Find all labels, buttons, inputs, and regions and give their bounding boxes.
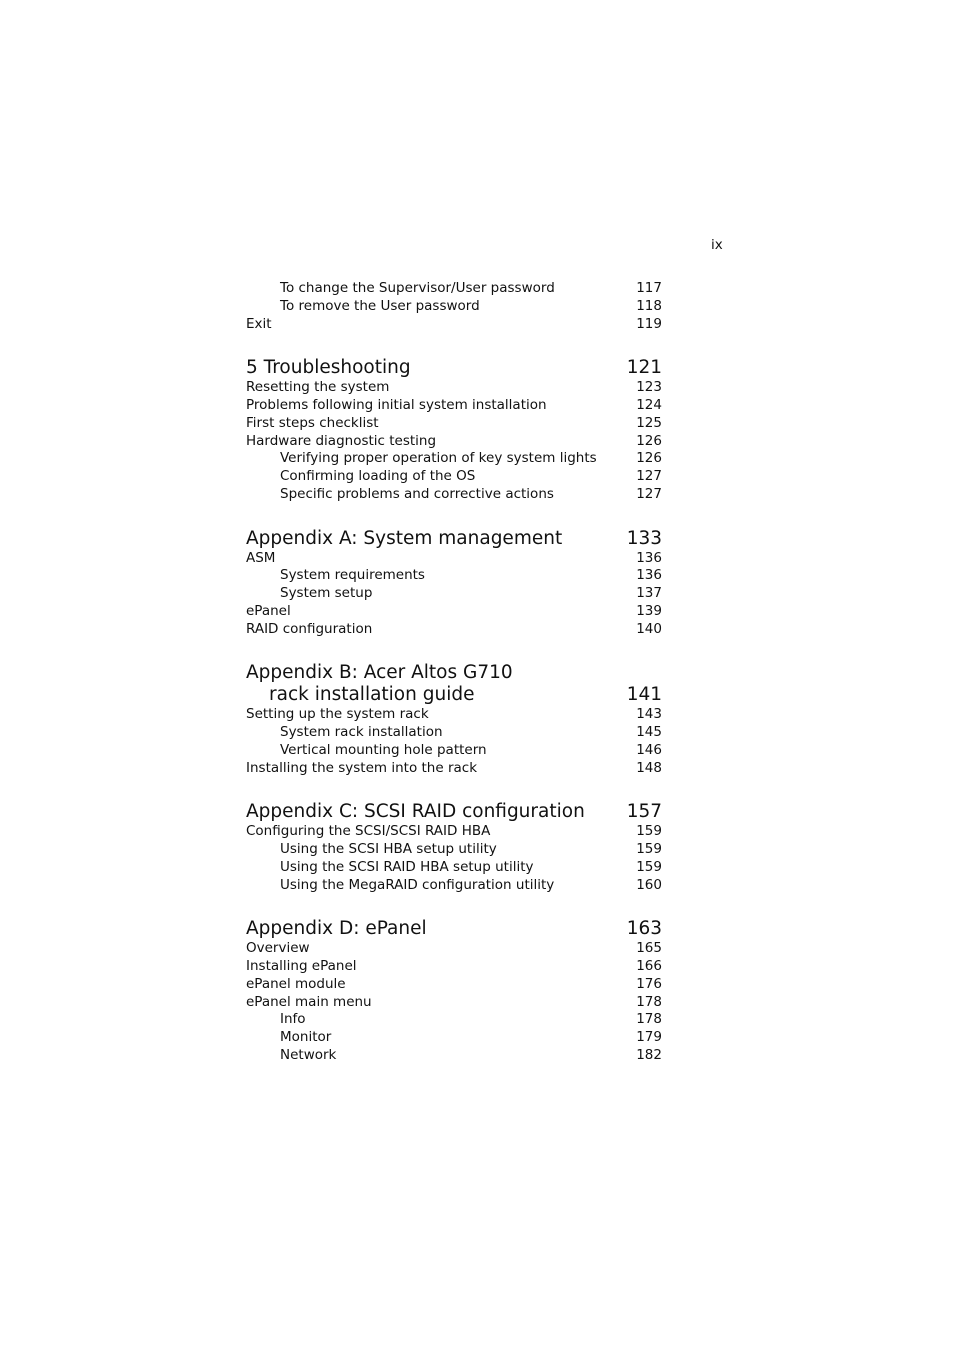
toc-entry-page: 119 [636, 315, 662, 332]
toc-entry-page: 148 [636, 759, 662, 776]
toc-entry[interactable] [246, 1029, 662, 1047]
toc-entry-page: 159 [636, 858, 662, 875]
toc-entry-label: Info [280, 1011, 306, 1028]
toc-entry-page: 159 [636, 823, 662, 840]
toc-entry-label: Setting up the system rack [246, 706, 429, 723]
toc-entry-label: Problems following initial system installation [246, 397, 547, 413]
toc-entry[interactable] [246, 603, 662, 621]
toc-entry-label: First steps checklist [246, 414, 379, 431]
toc-entry-label: Vertical mounting hole pattern [280, 741, 487, 758]
toc-entry-label: Exit [246, 315, 272, 332]
chapter-page: 121 [626, 357, 662, 379]
chapter-heading[interactable] [246, 662, 662, 706]
toc-entry-label: RAID configuration [246, 620, 373, 637]
toc-entry-label: Confirming loading of the OS [280, 468, 476, 484]
page-number: ix [711, 237, 723, 253]
toc-entry-page: 166 [636, 958, 662, 974]
toc-entry[interactable] [246, 316, 662, 334]
toc-entry-page: 165 [636, 940, 662, 957]
chapter-title-line2: rack installation guide [269, 684, 475, 706]
toc-entry[interactable] [246, 877, 662, 895]
toc-entry[interactable] [246, 859, 662, 877]
chapter-heading[interactable] [246, 918, 662, 940]
toc-entry-label: Using the MegaRAID configuration utility [280, 876, 555, 893]
toc-entry-label: ePanel [246, 602, 291, 619]
toc-entry[interactable] [246, 433, 662, 451]
toc-entry[interactable] [246, 823, 662, 841]
toc-entry-label: Hardware diagnostic testing [246, 432, 437, 449]
chapter-heading[interactable] [246, 357, 662, 379]
chapter-title: Appendix C: SCSI RAID configuration [246, 801, 585, 823]
toc-entry-label: Specific problems and corrective actions [280, 485, 554, 502]
toc-entry[interactable] [246, 379, 662, 397]
toc-entry-page: 118 [636, 297, 662, 314]
toc-entry-page: 143 [636, 706, 662, 723]
chapter-page: 141 [626, 684, 662, 706]
chapter-heading[interactable] [246, 801, 662, 823]
toc-entry-page: 176 [636, 975, 662, 992]
toc-entry[interactable] [246, 298, 662, 316]
toc-entry[interactable] [246, 567, 662, 585]
chapter-page: 133 [626, 527, 662, 549]
toc-entry[interactable] [246, 550, 662, 568]
toc-entry[interactable] [246, 1011, 662, 1029]
toc-entry-page: 124 [636, 397, 662, 413]
toc-entry[interactable] [246, 468, 662, 486]
toc-entry-page: 160 [636, 876, 662, 893]
toc-entry[interactable] [246, 1047, 662, 1065]
toc-entry-page: 159 [636, 841, 662, 857]
chapter-page: 163 [626, 918, 662, 940]
toc-entry-label: Verifying proper operation of key system lights [280, 450, 597, 467]
chapter-title: Appendix D: ePanel [246, 918, 427, 940]
toc-entry-page: 117 [636, 280, 662, 296]
toc-entry-label: To remove the User password [280, 297, 480, 314]
table-of-contents [246, 280, 662, 1065]
chapter-title: Appendix B: Acer Altos G710 [246, 662, 513, 684]
toc-entry-page: 178 [636, 1011, 662, 1028]
toc-entry-page: 127 [636, 468, 662, 484]
toc-entry-page: 179 [636, 1029, 662, 1045]
toc-entry-page: 136 [636, 567, 662, 584]
chapter-title: 5 Troubleshooting [246, 357, 411, 379]
toc-entry-label: Installing ePanel [246, 958, 357, 974]
toc-entry-page: 127 [636, 485, 662, 502]
toc-entry-label: ePanel module [246, 975, 346, 992]
toc-entry-label: Overview [246, 940, 310, 957]
toc-entry-label: Network [280, 1046, 337, 1063]
toc-entry-label: Monitor [280, 1029, 332, 1045]
toc-entry[interactable] [246, 994, 662, 1012]
toc-entry-label: System rack installation [280, 724, 443, 740]
toc-entry-page: 136 [636, 549, 662, 566]
toc-entry[interactable] [246, 940, 662, 958]
toc-entry-label: System requirements [280, 567, 425, 584]
toc-entry-page: 123 [636, 379, 662, 396]
toc-entry[interactable] [246, 621, 662, 639]
toc-entry-label: Using the SCSI RAID HBA setup utility [280, 858, 534, 875]
toc-entry-label: Resetting the system [246, 379, 390, 396]
toc-entry-label: Installing the system into the rack [246, 759, 478, 776]
toc-entry-page: 145 [636, 724, 662, 740]
chapter-page: 157 [626, 801, 662, 823]
toc-entry-label: System setup [280, 585, 373, 601]
toc-entry-page: 126 [636, 450, 662, 467]
toc-entry-page: 126 [636, 432, 662, 449]
toc-entry[interactable] [246, 706, 662, 724]
toc-entry[interactable] [246, 841, 662, 859]
toc-entry[interactable] [246, 397, 662, 415]
toc-entry-label: Using the SCSI HBA setup utility [280, 841, 497, 857]
toc-entry[interactable] [246, 958, 662, 976]
toc-entry-label: Configuring the SCSI/SCSI RAID HBA [246, 823, 491, 840]
toc-entry[interactable] [246, 742, 662, 760]
toc-entry[interactable] [246, 585, 662, 603]
toc-entry-page: 125 [636, 414, 662, 431]
toc-entry[interactable] [246, 976, 662, 994]
toc-entry[interactable] [246, 486, 662, 504]
toc-entry[interactable] [246, 280, 662, 298]
toc-entry-page: 139 [636, 602, 662, 619]
toc-entry[interactable] [246, 724, 662, 742]
toc-entry-page: 146 [636, 741, 662, 758]
chapter-title: Appendix A: System management [246, 527, 563, 549]
toc-entry[interactable] [246, 760, 662, 778]
toc-entry-label: ASM [246, 549, 276, 566]
toc-entry-label: ePanel main menu [246, 993, 372, 1010]
toc-entry-page: 182 [636, 1046, 662, 1063]
toc-entry-page: 178 [636, 993, 662, 1010]
toc-entry[interactable] [246, 415, 662, 433]
toc-entry[interactable] [246, 450, 662, 468]
toc-entry-page: 137 [636, 585, 662, 601]
toc-entry-label: To change the Supervisor/User password [280, 280, 555, 296]
toc-entry-page: 140 [636, 620, 662, 637]
chapter-heading[interactable] [246, 528, 662, 550]
